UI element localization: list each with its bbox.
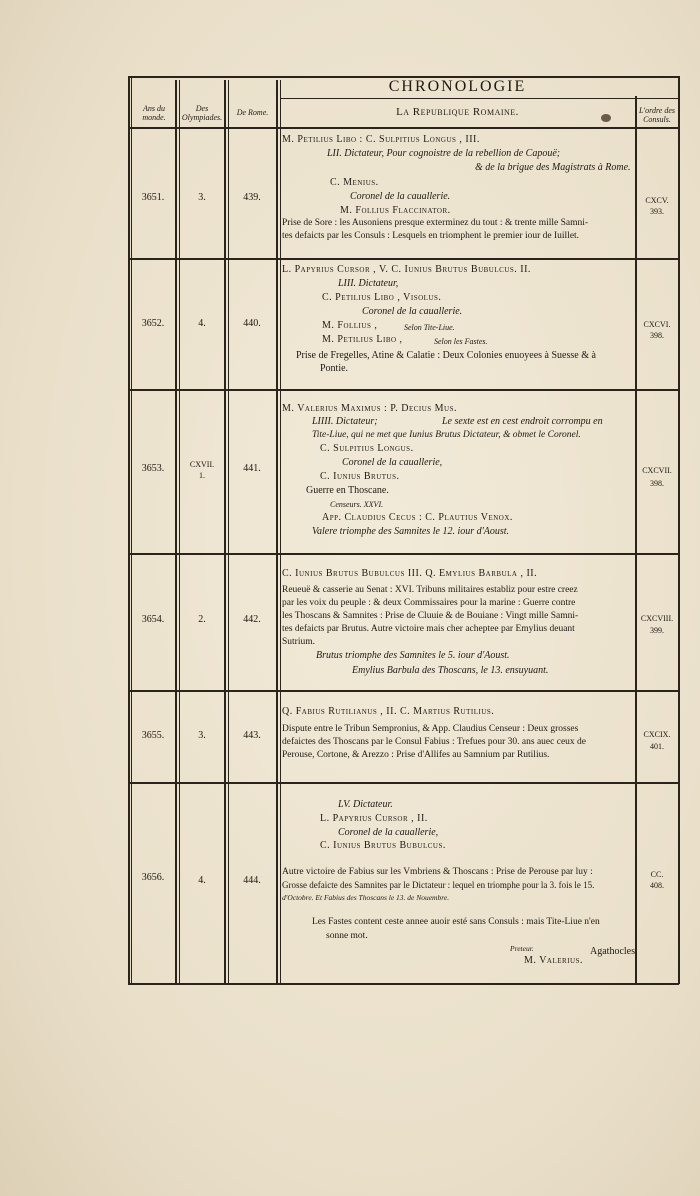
row2-annus: 3652. <box>141 318 165 329</box>
row1-consul: CXCV. <box>645 196 669 205</box>
rule-title-under <box>280 98 678 99</box>
row6-text <box>282 799 634 979</box>
row6-consul: CC. <box>650 870 664 879</box>
row5-rome: 443. <box>243 730 261 741</box>
row3-dictator-note: Le sexte est en cest endroit corrompu en <box>442 416 603 427</box>
ink-blot <box>601 114 611 122</box>
row1-event: Prise de Sore : les Ausoniens presque exterminez du tout : & trente mille Samni- <box>282 218 589 228</box>
rule-row2 <box>128 389 679 391</box>
row1-annus: 3651. <box>141 192 165 203</box>
row6-name-b: C. Iunius Brutus Bubulcus. <box>320 840 446 851</box>
row2-name-c: M. Petilius Libo , <box>322 334 403 345</box>
rule-col1-b <box>179 80 180 984</box>
row6-event-b: Grosse defaicte des Samnites par le Dictateur : lequel en triomphe pour la 3. fois le 15. <box>282 880 595 890</box>
row1-consuls: M. Petilius Libo : C. Sulpitius Longus , III. <box>282 134 480 145</box>
row3-dictator-note-b: Tite-Liue, qui ne met que Iunius Brutus Dictateur, & obmet le Coronel. <box>312 430 581 440</box>
row4-event-d: tes defaicts par Brutus. Autre victoire mais cher acheptee par Emylius deuant <box>282 624 575 634</box>
row5-annus: 3655. <box>141 730 165 741</box>
row5-text <box>282 706 634 780</box>
row2-event: Prise de Fregelles, Atine & Calatie : Deux Colonies enuoyees à Suesse & à <box>296 350 596 361</box>
row4-event-e: Sutrium. <box>282 637 315 647</box>
row6-preteur: Preteur. <box>510 944 534 953</box>
row4-event-c: les Thoscans & Samnites : Prise de Cluuie & de Bouiane : Vingt mille Samni- <box>282 611 579 621</box>
row6-rome: 444. <box>243 875 261 886</box>
row6-event-c: d'Octobre. Et Fabius des Thoscans le 13. de Nouembre. <box>282 893 450 902</box>
rule-col2 <box>224 80 226 984</box>
rule-left <box>128 76 130 984</box>
rule-right <box>678 76 680 984</box>
row4-event: Reueuë & casserie au Senat : XVI. Tribuns militaires establiz pour estre creez <box>282 585 578 595</box>
col-head-annus: Ans du monde. <box>142 104 166 122</box>
rule-head-under <box>128 127 679 129</box>
row4-consuls: C. Iunius Brutus Bubulcus III. Q. Emylius Barbula , II. <box>282 568 538 579</box>
row3-text <box>282 403 634 549</box>
row2-consul: CXCVI. <box>643 320 671 329</box>
row1-coronel: Coronel de la cauallerie. <box>350 191 451 202</box>
page-subtitle: La Republique Romaine. <box>396 106 519 118</box>
row3-dictator: LIIII. Dictateur; <box>312 416 378 427</box>
row1-text <box>282 134 634 256</box>
row3-consul-b: 398. <box>650 479 664 488</box>
row6-olymp: 4. <box>198 875 206 886</box>
row6-note-b: sonne mot. <box>326 931 368 941</box>
row1-name-b: M. Follius Flaccinator. <box>340 205 451 216</box>
row3-event: Guerre en Thoscane. <box>306 485 389 496</box>
row2-name-b: M. Follius , <box>322 320 378 331</box>
row3-consul: CXCVII. <box>642 466 672 475</box>
row2-olymp: 4. <box>198 318 206 329</box>
row2-dictator: LIII. Dictateur, <box>338 278 399 289</box>
row6-annus: 3656. <box>141 872 165 883</box>
row6-note: Les Fastes content ceste annee auoir esté sans Consuls : mais Tite-Liue n'en <box>312 917 600 927</box>
rule-row3 <box>128 553 679 555</box>
rule-bottom <box>128 983 679 985</box>
rule-row1 <box>128 258 679 260</box>
col-head-olymp: Des Olympiades. <box>181 104 223 122</box>
row6-coronel: Coronel de la cauallerie, <box>338 827 439 838</box>
row2-note-b: Selon les Fastes. <box>434 337 488 346</box>
row6-event: Autre victoire de Fabius sur les Vmbriens & Thoscans : Prise de Perouse par luy : <box>282 867 593 877</box>
row5-consul-b: 401. <box>650 742 664 751</box>
row3-annus: 3653. <box>141 463 165 474</box>
catchword: Agathocles <box>590 946 635 957</box>
row2-rome: 440. <box>243 318 261 329</box>
row2-name: C. Petilius Libo , Visolus. <box>322 292 442 303</box>
row3-censors: App. Claudius Cecus : C. Plautius Venox. <box>322 512 513 523</box>
rule-col4 <box>635 96 637 984</box>
row3-olymp-b: 1. <box>199 471 205 480</box>
rule-left-b <box>131 76 132 984</box>
row5-olymp: 3. <box>198 730 206 741</box>
row2-consuls: L. Papyrius Cursor , V. C. Iunius Brutus Bubulcus. II. <box>282 264 531 275</box>
row3-olymp: CXVII. <box>189 460 215 469</box>
row6-name-c: M. Valerius. <box>524 955 583 966</box>
row5-consul: CXCIX. <box>643 730 671 739</box>
row1-dictator-b: & de la brigue des Magistrats à Rome. <box>475 162 631 173</box>
rule-col3 <box>276 80 278 984</box>
row5-event: Dispute entre le Tribun Sempronius, & App. Claudius Censeur : Deux grosses <box>282 724 579 734</box>
row4-consul-b: 399. <box>650 626 664 635</box>
row3-triumph: Valere triomphe des Samnites le 12. iour d'Aoust. <box>312 526 510 537</box>
row4-annus: 3654. <box>141 614 165 625</box>
row5-event-b: defaictes des Thoscans par le Consul Fabius : Trefues pour 30. ans auec ceux de <box>282 737 587 747</box>
row2-coronel: Coronel de la cauallerie. <box>362 306 463 317</box>
row2-event-b: Pontie. <box>320 363 349 374</box>
row1-rome: 439. <box>243 192 261 203</box>
col-head-consuls: L'ordre des Consuls. <box>638 106 675 124</box>
row6-consul-b: 408. <box>650 881 664 890</box>
row4-triumph-b: Emylius Barbula des Thoscans, le 13. ensuyuant. <box>352 665 549 676</box>
page-title: CHRONOLOGIE <box>388 78 527 95</box>
row5-event-c: Perouse, Cortone, & Arezzo : Prise d'Allifes au Samnium par Rutilius. <box>282 750 550 760</box>
row6-name: L. Papyrius Cursor , II. <box>320 813 428 824</box>
row5-consuls: Q. Fabius Rutilianus , II. C. Martius Rutilius. <box>282 706 495 717</box>
rule-col2-b <box>228 80 229 984</box>
row3-name-b: C. Iunius Brutus. <box>320 471 400 482</box>
row1-olymp: 3. <box>198 192 206 203</box>
row3-coronel: Coronel de la cauallerie, <box>342 457 443 468</box>
row3-name: C. Sulpitius Longus. <box>320 443 414 454</box>
row2-note: Selon Tite-Liue. <box>404 323 455 332</box>
row3-censeurs: Censeurs. XXVI. <box>330 500 384 509</box>
row4-consul: CXCVIII. <box>640 614 674 623</box>
row4-rome: 442. <box>243 614 261 625</box>
row3-rome: 441. <box>243 463 261 474</box>
rule-row5 <box>128 782 679 784</box>
row1-event-b: tes defaicts par les Consuls : Lesquels en triomphent le premier iour de Iuillet. <box>282 231 580 241</box>
rule-col1 <box>175 80 177 984</box>
row1-consul-b: 393. <box>650 207 664 216</box>
rule-col3-b <box>280 80 281 984</box>
row2-text <box>282 264 634 386</box>
row3-consuls: M. Valerius Maximus : P. Decius Mus. <box>282 403 458 414</box>
rule-row4 <box>128 690 679 692</box>
row6-dictator: LV. Dictateur. <box>338 799 393 810</box>
row4-triumph: Brutus triomphe des Samnites le 5. iour d'Aoust. <box>316 650 510 661</box>
row1-dictator: LII. Dictateur, Pour cognoistre de la rebellion de Capouë; <box>327 148 561 159</box>
row4-olymp: 2. <box>198 614 206 625</box>
row4-event-b: par les voix du peuple : & deux Commissaires pour la marine : Guerre contre <box>282 598 576 608</box>
row1-name: C. Menius. <box>330 177 379 188</box>
row2-consul-b: 398. <box>650 331 664 340</box>
row4-text <box>282 568 634 688</box>
col-head-rome: De Rome. <box>236 108 269 117</box>
